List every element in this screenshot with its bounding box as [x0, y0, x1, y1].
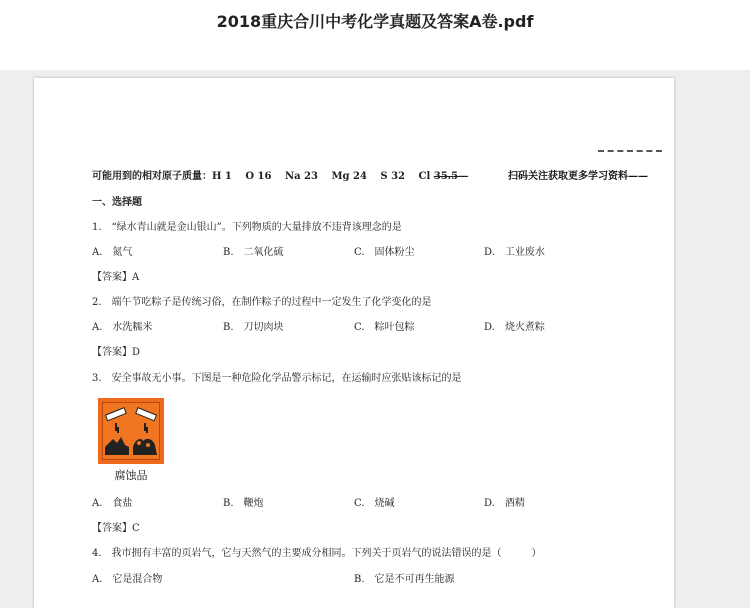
section-heading: 一、选择题	[92, 197, 142, 208]
q3-option-d: D. 酒精	[484, 498, 525, 509]
q2-option-d: D. 烧火煮粽	[484, 322, 545, 333]
q1-option-c: C. 固体粉尘	[354, 247, 415, 258]
q3-option-a: A. 食盐	[92, 498, 133, 509]
q3-option-c: C. 烧碱	[354, 498, 395, 509]
document-title: 2018重庆合川中考化学真题及答案A卷.pdf	[216, 12, 534, 31]
hazard-caption: 腐蚀品	[114, 469, 148, 482]
q3-answer: 【答案】C	[92, 523, 140, 534]
corrosive-symbol-icon	[103, 403, 159, 459]
q3-option-b: B. 鞭炮	[223, 498, 264, 509]
promo-text: 扫码关注获取更多学习资料——	[508, 171, 648, 182]
question-2-stem: 2. 端午节吃粽子是传统习俗，在制作粽子的过程中一定发生了化学变化的是	[92, 297, 432, 308]
viewer-header	[0, 0, 750, 70]
corrosive-hazard-sign	[98, 398, 164, 464]
q1-answer: 【答案】A	[92, 272, 140, 283]
q2-option-a: A. 水洗糯米	[92, 322, 153, 333]
atomic-mass-line	[92, 167, 468, 182]
q4-option-b: B. 它是不可再生能源	[354, 574, 455, 585]
q4-option-a: A. 它是混合物	[92, 574, 163, 585]
q2-answer: 【答案】D	[92, 347, 141, 358]
corrosive-pictogram-icon	[102, 402, 160, 460]
q2-option-c: C. 粽叶包粽	[354, 322, 415, 333]
header-decoration	[598, 150, 662, 155]
pdf-page	[34, 78, 674, 608]
question-1-stem: 1. “绿水青山就是金山银山”。下列物质的大量排放不违背该理念的是	[92, 222, 402, 233]
question-4-stem: 4. 我市拥有丰富的页岩气，它与天然气的主要成分相同。下列关于页岩气的说法错误的是（ ）	[92, 548, 542, 559]
q2-option-b: B. 刀切肉块	[223, 322, 284, 333]
q1-option-b: B. 二氧化硫	[223, 247, 284, 258]
question-3-stem: 3. 安全事故无小事。下图是一种危险化学品警示标记，在运输时应张贴该标记的是	[92, 373, 462, 384]
q1-option-a: A. 氮气	[92, 247, 133, 258]
atomic-mass-prefix: 可能用到的相对原子质量：H 1 O 16 Na 23 Mg 24 S 32 Cl	[92, 171, 434, 182]
atomic-mass-struck: 35.5—	[433, 171, 469, 182]
q1-option-d: D. 工业废水	[484, 247, 545, 258]
